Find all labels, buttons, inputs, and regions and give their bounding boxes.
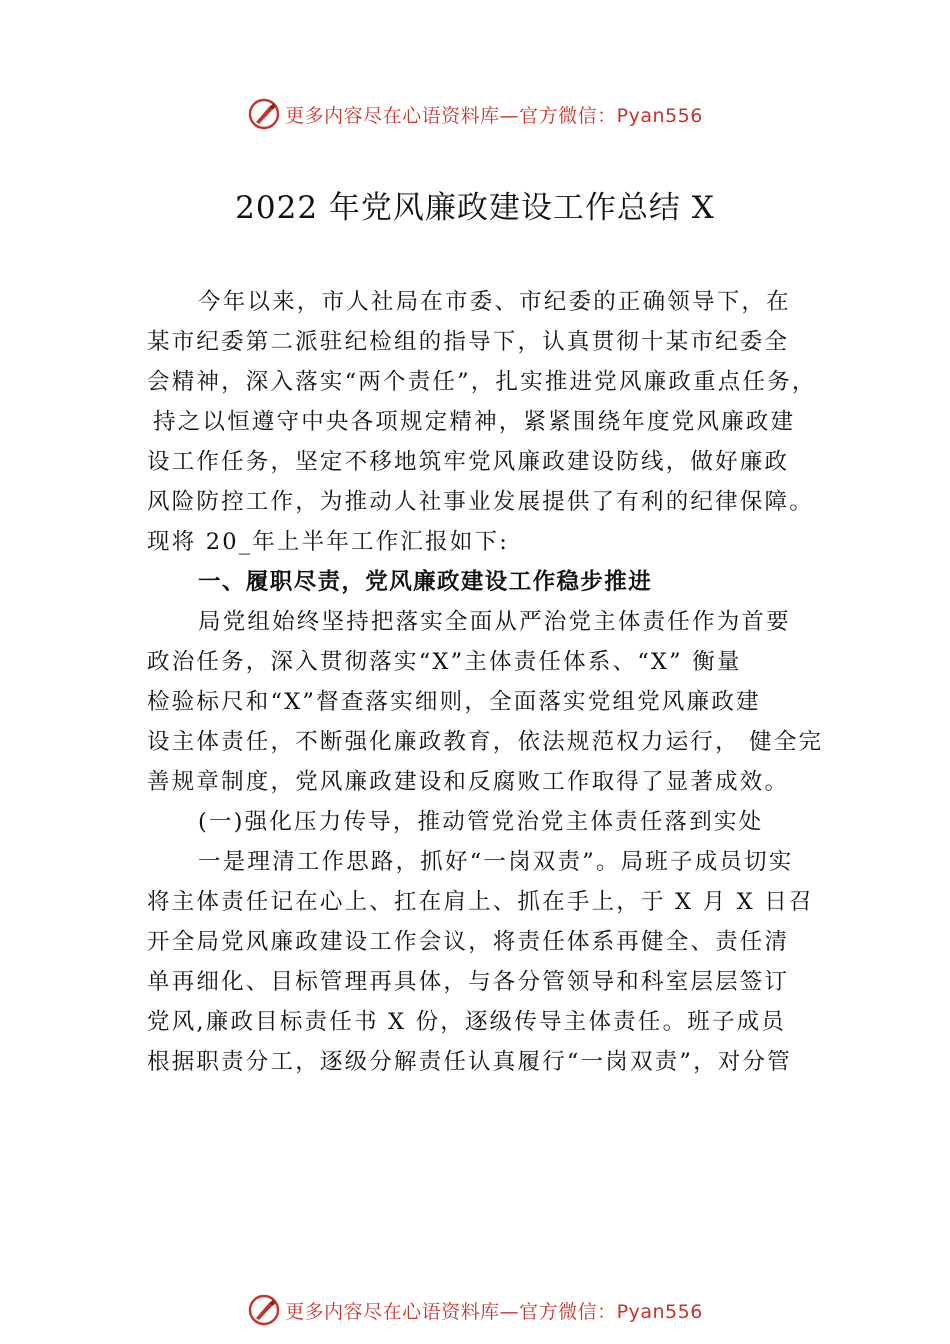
watermark-header: [0, 94, 950, 134]
body-text-line: 善规章制度，党风廉政建设和反腐败工作取得了显著成效。: [147, 769, 790, 795]
body-text-line: 会精神，深入落实“两个责任”，扎实推进党风廉政重点任务，: [147, 369, 817, 395]
body-text-line: 将主体责任记在心上、扛在肩上、抓在手上，于 X 月 X 日召: [147, 889, 814, 915]
section-heading-line: 一、履职尽责，党风廉政建设工作稳步推进: [198, 569, 653, 595]
body-text-line: 根据职责分工，逐级分解责任认真履行“一岗双责”，对分管: [147, 1049, 792, 1075]
watermark-footer: [0, 1290, 950, 1330]
body-text-line: 今年以来，市人社局在市委、市纪委的正确领导下，在: [198, 289, 791, 315]
body-text-line: 持之以恒遵守中央各项规定精神，紧紧围绕年度党风廉政建: [153, 409, 796, 435]
body-text-line: 某市纪委第二派驻纪检组的指导下，认真贯彻十某市纪委全: [147, 329, 790, 355]
body-text-line: 党风,廉政目标责任书 X 份，逐级传导主体责任。班子成员: [147, 1009, 787, 1035]
body-text-line: 风险防控工作，为推动人社事业发展提供了有利的纪律保障。: [147, 489, 814, 515]
document-title: 2022 年党风廉政建设工作总结 X: [235, 190, 715, 226]
body-text-line: 局党组始终坚持把落实全面从严治党主体责任作为首要: [198, 609, 791, 635]
body-text-line: 设主体责任，不断强化廉政教育，依法规范权力运行， 健全完: [147, 729, 824, 755]
body-text-line: 现将 20_年上半年工作汇报如下:: [147, 529, 510, 555]
body-text-line: 检验标尺和“X”督查落实细则，全面落实党组党风廉政建: [147, 689, 761, 715]
quill-logo-icon: [247, 97, 281, 131]
body-text-line: 开全局党风廉政建设工作会议，将责任体系再健全、责任清: [147, 929, 790, 955]
body-text-line: 单再细化、目标管理再具体，与各分管领导和科室层层签订: [147, 969, 790, 995]
watermark-text: 更多内容尽在心语资料库—官方微信：Pyan556: [285, 104, 703, 127]
document-body: [147, 282, 847, 1082]
body-text-line: (一)强化压力传导，推动管党治党主体责任落到实处: [198, 809, 764, 835]
body-text-line: 政治任务，深入贯彻落实“X”主体责任体系、“X” 衡量: [147, 649, 742, 675]
watermark-text: 更多内容尽在心语资料库—官方微信：Pyan556: [285, 1300, 703, 1323]
body-text-line: 一是理清工作思路，抓好“一岗双责”。局班子成员切实: [198, 849, 794, 875]
quill-logo-icon: [247, 1293, 281, 1327]
body-text-line: 设工作任务，坚定不移地筑牢党风廉政建设防线，做好廉政: [147, 449, 790, 475]
